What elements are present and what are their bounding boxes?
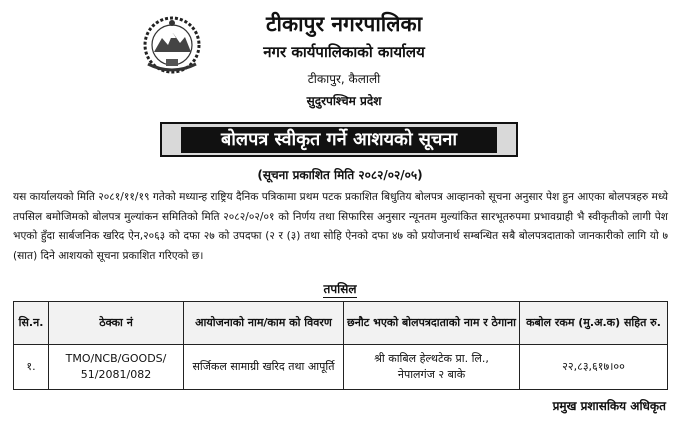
header-contract: ठेक्का नं xyxy=(49,302,184,345)
header-amount: कबोल रकम (मु.अ.क) सहित रु. xyxy=(520,302,668,345)
table-header-row xyxy=(14,302,668,345)
table-row xyxy=(14,345,668,390)
cell-bidder: श्री काबिल हेल्थटेक प्रा. लि., नेपालगंज २ बाके xyxy=(344,345,520,390)
published-date: (सूचना प्रकाशित मिति २०८२/०२/०५) xyxy=(257,168,423,182)
office-name: नगर कार्यपालिकाको कार्यालय xyxy=(263,43,425,61)
schedule-heading-text: तपसिल xyxy=(323,282,357,296)
header-sn: सि.न. xyxy=(14,302,49,345)
location: टीकापुर, कैलाली xyxy=(307,72,381,86)
cell-subject: सर्जिकल सामाग्री खरिद तथा आपूर्ति xyxy=(184,345,344,390)
signoff: प्रमुख प्रशासकिय अधिकृत xyxy=(552,399,666,413)
cell-sn: १. xyxy=(14,345,49,390)
header-bidder: छनौट भएको बोलपत्रदाताको नाम र ठेगाना xyxy=(344,302,520,345)
org-name: टीकापुर नगरपालिका xyxy=(265,12,423,36)
province: सुदुरपश्चिम प्रदेश xyxy=(306,94,382,108)
cell-contract: TMO/NCB/GOODS/ 51/2081/082 xyxy=(49,345,184,390)
cell-amount: २२,८३,६१७।०० xyxy=(520,345,668,390)
schedule-heading xyxy=(0,280,680,297)
title-banner xyxy=(160,122,518,157)
notice-title: बोलपत्र स्वीकृत गर्ने आशयको सूचना xyxy=(181,127,497,153)
header-subject: आयोजनाको नाम/काम को विवरण xyxy=(184,302,344,345)
nepal-emblem-icon xyxy=(140,14,204,76)
award-table xyxy=(13,301,668,390)
notice-body: यस कार्यालयको मिति २०८१/११/१९ गतेको मध्यान्ह राष्ट्रिय दैनिक पत्रिकामा प्रथम पटक प्रकाशित बिधुतिय बोलपत्र आव्हानको सूचना अनुसार पेश हुन आएका बोलपत्रहरु मध्ये तपसिल बमोजिमको बोलपत्र मुल्यांकन समितिको मिति २०८२/०२/०१ को निर्णय तथा सिफारिस अनुसार न्यूनतम मुल्यांकित सारभूतरुपमा प्रभावग्राही भै स्वीकृतीको लागी पेश भएको हुँदा सार्बजनिक खरिद ऐन,२०६३ को दफा २७ को उपदफा (२ र (३) तथा सोहि ऐनको दफा ४७ को प्रयोजनार्थ सम्बन्धित सबै बोलपत्रदाताको जानकारीको लागि यो ७ (सात) दिने आशयको सूचना प्रकाशित गरिएको छ। xyxy=(13,191,668,262)
